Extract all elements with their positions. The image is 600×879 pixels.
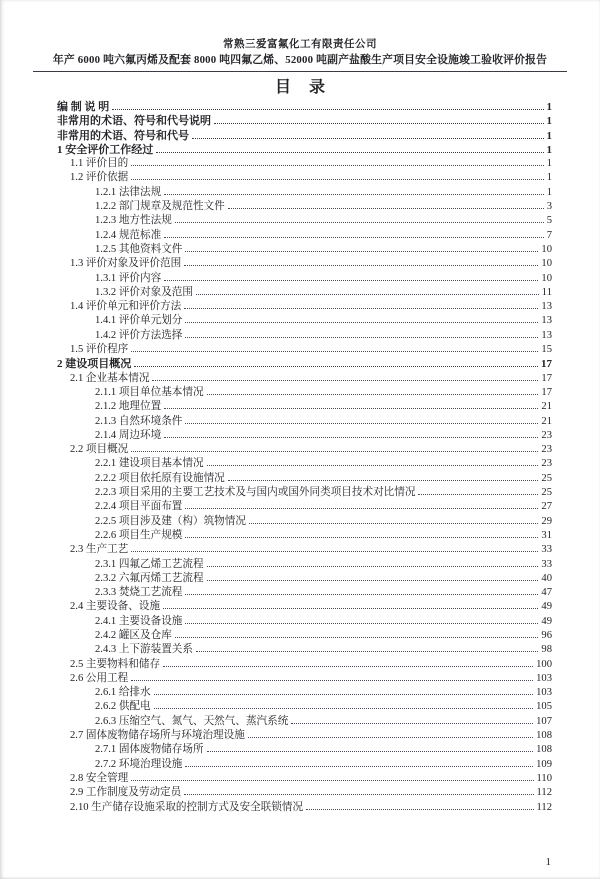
toc-entry-page-number: 98 bbox=[541, 644, 552, 656]
toc-entry-page-number: 1 bbox=[546, 158, 552, 170]
toc-dot-leader bbox=[184, 308, 538, 309]
toc-entry bbox=[57, 243, 552, 257]
toc-entry-label: 2.2 项目概况 bbox=[70, 444, 129, 456]
report-title: 年产 6000 吨六氟丙烯及配套 8000 吨四氟乙烯、52000 吨副产盐酸生产项目安全设施竣工验收评价报告 bbox=[52, 54, 548, 66]
toc-dot-leader bbox=[131, 680, 533, 681]
toc-entry bbox=[57, 600, 552, 614]
toc-entry-label: 1.2.5 其他资料文件 bbox=[95, 243, 183, 255]
toc-entry-label: 2.2.1 建设项目基本情况 bbox=[95, 458, 204, 470]
toc-entry-label: 2.4.3 上下游装置关系 bbox=[95, 644, 193, 656]
toc-entry-label: 编 制 说 明 bbox=[57, 101, 110, 113]
toc-entry-page-number: 10 bbox=[541, 243, 552, 255]
toc-entry bbox=[57, 186, 552, 200]
toc-entry bbox=[57, 214, 552, 228]
toc-dot-leader bbox=[185, 423, 538, 424]
toc-entry-label: 2.1.2 地理位置 bbox=[95, 401, 162, 413]
toc-entry-page-number: 29 bbox=[541, 515, 552, 527]
toc-entry bbox=[57, 286, 552, 300]
toc-dot-leader bbox=[185, 766, 533, 767]
toc-dot-leader bbox=[164, 237, 543, 238]
toc-dot-leader bbox=[164, 408, 538, 409]
toc-entry bbox=[57, 229, 552, 243]
toc-entry-page-number: 33 bbox=[541, 558, 552, 570]
toc-dot-leader bbox=[207, 465, 539, 466]
toc-entry bbox=[57, 772, 552, 786]
toc-entry-label: 2.2.6 项目生产规模 bbox=[95, 529, 183, 541]
toc-entry-label: 2.2.3 项目采用的主要工艺技术及与国内或国外同类项目技术对比情况 bbox=[95, 487, 416, 499]
toc-dot-leader bbox=[185, 508, 538, 509]
toc-entry-label: 1.4.2 评价方法选择 bbox=[95, 329, 183, 341]
toc-entry-page-number: 1 bbox=[546, 186, 552, 198]
toc-entry bbox=[57, 343, 552, 357]
toc-entry bbox=[57, 586, 552, 600]
toc-entry bbox=[57, 558, 552, 572]
toc-entry-label: 2.2.4 项目平面布置 bbox=[95, 501, 183, 513]
toc-entry bbox=[57, 743, 552, 757]
toc-dot-leader bbox=[306, 809, 533, 810]
toc-dot-leader bbox=[131, 179, 543, 180]
toc-entry-page-number: 13 bbox=[541, 301, 552, 313]
toc-entry-label: 1.4.1 评价单元划分 bbox=[95, 315, 183, 327]
toc-entry-page-number: 21 bbox=[541, 401, 552, 413]
toc-entry bbox=[57, 415, 552, 429]
toc-dot-leader bbox=[164, 194, 543, 195]
toc-entry-page-number: 47 bbox=[541, 587, 552, 599]
toc-entry bbox=[57, 157, 552, 171]
toc-entry-page-number: 96 bbox=[541, 629, 552, 641]
toc-entry-label: 2.1 企业基本情况 bbox=[70, 372, 150, 384]
toc-entry-page-number: 31 bbox=[541, 529, 552, 541]
toc-entry bbox=[57, 300, 552, 314]
toc-dot-leader bbox=[192, 138, 544, 139]
toc-entry-label: 2.5 主要物料和储存 bbox=[70, 658, 161, 670]
toc-entry-label: 1.2.2 部门规章及规范性文件 bbox=[95, 201, 225, 213]
toc-entry bbox=[57, 572, 552, 586]
toc-dot-leader bbox=[184, 265, 538, 266]
toc-entry-page-number: 17 bbox=[541, 358, 552, 371]
footer-page-number: 1 bbox=[545, 856, 551, 868]
toc-dot-leader bbox=[185, 537, 538, 538]
toc-dot-leader bbox=[196, 294, 539, 295]
toc-entry bbox=[57, 329, 552, 343]
toc-entry-page-number: 108 bbox=[536, 730, 552, 742]
toc-entry bbox=[57, 171, 552, 185]
toc-dot-leader bbox=[163, 608, 538, 609]
toc-entry-page-number: 109 bbox=[536, 758, 552, 770]
toc-entry bbox=[57, 629, 552, 643]
toc-dot-leader bbox=[175, 637, 539, 638]
toc-entry bbox=[57, 272, 552, 286]
toc-entry-label: 2.4 主要设备、设施 bbox=[70, 601, 161, 613]
toc-dot-leader bbox=[131, 551, 538, 552]
toc-dot-leader bbox=[131, 351, 538, 352]
toc-entry-page-number: 5 bbox=[546, 215, 552, 227]
toc-entry bbox=[57, 457, 552, 471]
toc-entry bbox=[57, 200, 552, 214]
toc-entry-page-number: 25 bbox=[541, 487, 552, 499]
toc-entry-page-number: 1 bbox=[546, 143, 552, 156]
toc-entry-label: 2.3.1 四氟乙烯工艺流程 bbox=[95, 558, 204, 570]
toc-entry-label: 1.3.1 评价内容 bbox=[95, 272, 162, 284]
toc-entry bbox=[57, 257, 552, 271]
toc-entry-page-number: 105 bbox=[536, 701, 552, 713]
toc-entry-page-number: 3 bbox=[546, 201, 552, 213]
toc-dot-leader bbox=[131, 451, 538, 452]
toc-dot-leader bbox=[207, 394, 539, 395]
toc-entry-page-number: 1 bbox=[546, 172, 552, 184]
toc-entry-label: 1 安全评价工作经过 bbox=[57, 143, 154, 156]
toc-dot-leader bbox=[214, 123, 544, 124]
toc-entry-label: 2.7 固体废物储存场所与环境治理设施 bbox=[70, 730, 245, 742]
toc-entry-label: 1.2.3 地方性法规 bbox=[95, 215, 172, 227]
toc-dot-leader bbox=[249, 523, 538, 524]
toc-entry-page-number: 7 bbox=[546, 229, 552, 241]
toc-entry-label: 2.9 工作制度及劳动定员 bbox=[70, 787, 182, 799]
toc-entry-label: 1.2.4 规范标准 bbox=[95, 229, 162, 241]
toc-entry-label: 2.6.3 压缩空气、氮气、天然气、蒸汽系统 bbox=[95, 715, 289, 727]
toc-entry bbox=[57, 314, 552, 328]
toc-entry bbox=[57, 429, 552, 443]
toc-entry-label: 2.7.2 环境治理设施 bbox=[95, 758, 183, 770]
toc-entry bbox=[57, 486, 552, 500]
toc-dot-leader bbox=[185, 623, 538, 624]
toc-entry-page-number: 23 bbox=[541, 429, 552, 441]
toc-entry-label: 2.3.2 六氟丙烯工艺流程 bbox=[95, 572, 204, 584]
toc-heading: 目 录 bbox=[274, 79, 332, 96]
toc-entry-label: 2.8 安全管理 bbox=[70, 772, 129, 784]
toc-entry-page-number: 49 bbox=[541, 615, 552, 627]
toc-dot-leader bbox=[207, 580, 539, 581]
toc-dot-leader bbox=[184, 794, 533, 795]
toc-entry-label: 非常用的术语、符号和代号 bbox=[57, 129, 189, 142]
toc-dot-leader bbox=[196, 651, 538, 652]
toc-entry-page-number: 107 bbox=[536, 715, 552, 727]
toc-entry bbox=[57, 643, 552, 657]
toc-dot-leader bbox=[156, 152, 543, 153]
toc-entry bbox=[57, 100, 552, 114]
toc-dot-leader bbox=[175, 222, 544, 223]
toc-entry-label: 2.3 生产工艺 bbox=[70, 544, 129, 556]
toc-entry bbox=[57, 686, 552, 700]
toc-entry-page-number: 17 bbox=[541, 372, 552, 384]
toc-entry bbox=[57, 758, 552, 772]
toc-dot-leader bbox=[185, 251, 538, 252]
toc-entry-page-number: 103 bbox=[536, 672, 552, 684]
toc-entry-label: 2.1.3 自然环境条件 bbox=[95, 415, 183, 427]
toc-entry-page-number: 23 bbox=[541, 444, 552, 456]
toc-entry-label: 1.3.2 评价对象及范围 bbox=[95, 286, 193, 298]
toc-entry-label: 2.4.2 罐区及仓库 bbox=[95, 629, 172, 641]
toc-entry-page-number: 33 bbox=[541, 544, 552, 556]
toc-dot-leader bbox=[248, 737, 533, 738]
toc-entry-label: 1.5 评价程序 bbox=[70, 344, 129, 356]
toc-entry-page-number: 27 bbox=[541, 501, 552, 513]
toc-entry-label: 2.6.1 给排水 bbox=[95, 687, 151, 699]
toc-entry-label: 2.1.4 周边环境 bbox=[95, 429, 162, 441]
toc-entry bbox=[57, 801, 552, 815]
toc-entry-page-number: 15 bbox=[541, 344, 552, 356]
toc-entry bbox=[57, 543, 552, 557]
toc-entry-page-number: 108 bbox=[536, 744, 552, 756]
toc-dot-leader bbox=[207, 751, 534, 752]
toc-entry bbox=[57, 672, 552, 686]
toc-entry-label: 1.4 评价单元和评价方法 bbox=[70, 301, 182, 313]
toc-entry-label: 2.2.5 项目涉及建（构）筑物情况 bbox=[95, 515, 246, 527]
toc-entry bbox=[57, 529, 552, 543]
toc-entry-page-number: 13 bbox=[541, 315, 552, 327]
toc-dot-leader bbox=[154, 694, 533, 695]
page-header bbox=[33, 38, 567, 72]
toc-entry-label: 1.2.1 法律法规 bbox=[95, 186, 162, 198]
toc-dot-leader bbox=[163, 666, 533, 667]
toc-entry-label: 2.2.2 项目依托原有设施情况 bbox=[95, 472, 225, 484]
toc-entry bbox=[57, 715, 552, 729]
toc-entry-page-number: 112 bbox=[536, 787, 552, 799]
toc-entry-page-number: 103 bbox=[536, 687, 552, 699]
toc-dot-leader bbox=[185, 594, 538, 595]
toc-dot-leader bbox=[228, 480, 539, 481]
toc-entry-label: 2.10 生产储存设施采取的控制方式及安全联锁情况 bbox=[70, 801, 304, 813]
toc-entry-page-number: 25 bbox=[541, 472, 552, 484]
toc-entry-page-number: 1 bbox=[546, 101, 552, 113]
toc-entry-label: 2.4.1 主要设备设施 bbox=[95, 615, 183, 627]
toc-dot-leader bbox=[131, 165, 543, 166]
toc-entry-label: 2.3.3 焚烧工艺流程 bbox=[95, 587, 183, 599]
toc-dot-leader bbox=[134, 366, 538, 367]
toc-entry bbox=[57, 443, 552, 457]
toc-entry bbox=[57, 472, 552, 486]
toc-entry bbox=[57, 515, 552, 529]
toc-entry-page-number: 1 bbox=[546, 129, 552, 142]
toc-entry bbox=[57, 729, 552, 743]
toc-entry-label: 2.1.1 项目单位基本情况 bbox=[95, 386, 204, 398]
toc-entry-label: 2 建设项目概况 bbox=[57, 358, 132, 371]
toc-entry-page-number: 40 bbox=[541, 572, 552, 584]
toc-entry-label: 非常用的术语、符号和代号说明 bbox=[57, 115, 211, 128]
toc-list bbox=[57, 100, 552, 815]
toc-dot-leader bbox=[112, 109, 543, 110]
toc-entry-page-number: 17 bbox=[541, 386, 552, 398]
toc-entry-page-number: 21 bbox=[541, 415, 552, 427]
toc-entry bbox=[57, 372, 552, 386]
toc-entry bbox=[57, 500, 552, 514]
toc-entry bbox=[57, 143, 552, 157]
toc-entry bbox=[57, 357, 552, 371]
toc-entry-page-number: 23 bbox=[541, 458, 552, 470]
toc-entry bbox=[57, 129, 552, 143]
toc-entry-page-number: 13 bbox=[541, 329, 552, 341]
toc-entry bbox=[57, 114, 552, 128]
toc-entry-label: 2.7.1 固体废物储存场所 bbox=[95, 744, 204, 756]
toc-entry-page-number: 11 bbox=[541, 286, 552, 298]
toc-dot-leader bbox=[207, 566, 539, 567]
toc-dot-leader bbox=[164, 437, 538, 438]
toc-dot-leader bbox=[185, 337, 538, 338]
toc-dot-leader bbox=[228, 208, 544, 209]
toc-entry bbox=[57, 700, 552, 714]
toc-entry bbox=[57, 400, 552, 414]
toc-entry-page-number: 10 bbox=[541, 258, 552, 270]
toc-dot-leader bbox=[154, 708, 533, 709]
toc-entry-label: 1.3 评价对象及评价范围 bbox=[70, 258, 182, 270]
toc-dot-leader bbox=[185, 322, 538, 323]
toc-entry-label: 2.6 公用工程 bbox=[70, 672, 129, 684]
toc-entry-label: 1.1 评价目的 bbox=[70, 158, 129, 170]
toc-entry-page-number: 10 bbox=[541, 272, 552, 284]
toc-dot-leader bbox=[152, 380, 538, 381]
toc-entry bbox=[57, 386, 552, 400]
toc-entry-page-number: 110 bbox=[536, 772, 552, 784]
toc-entry-page-number: 100 bbox=[536, 658, 552, 670]
toc-entry bbox=[57, 658, 552, 672]
toc-entry-label: 1.2 评价依据 bbox=[70, 172, 129, 184]
toc-dot-leader bbox=[131, 780, 533, 781]
toc-entry bbox=[57, 615, 552, 629]
toc-entry-page-number: 112 bbox=[536, 801, 552, 813]
toc-entry-page-number: 1 bbox=[546, 115, 552, 128]
toc-dot-leader bbox=[418, 494, 538, 495]
toc-dot-leader bbox=[291, 723, 533, 724]
toc-dot-leader bbox=[164, 280, 538, 281]
toc-entry-label: 2.6.2 供配电 bbox=[95, 701, 151, 713]
toc-entry-page-number: 49 bbox=[541, 601, 552, 613]
toc-entry bbox=[57, 786, 552, 800]
company-name: 常熟三爱富氟化工有限责任公司 bbox=[223, 39, 377, 50]
